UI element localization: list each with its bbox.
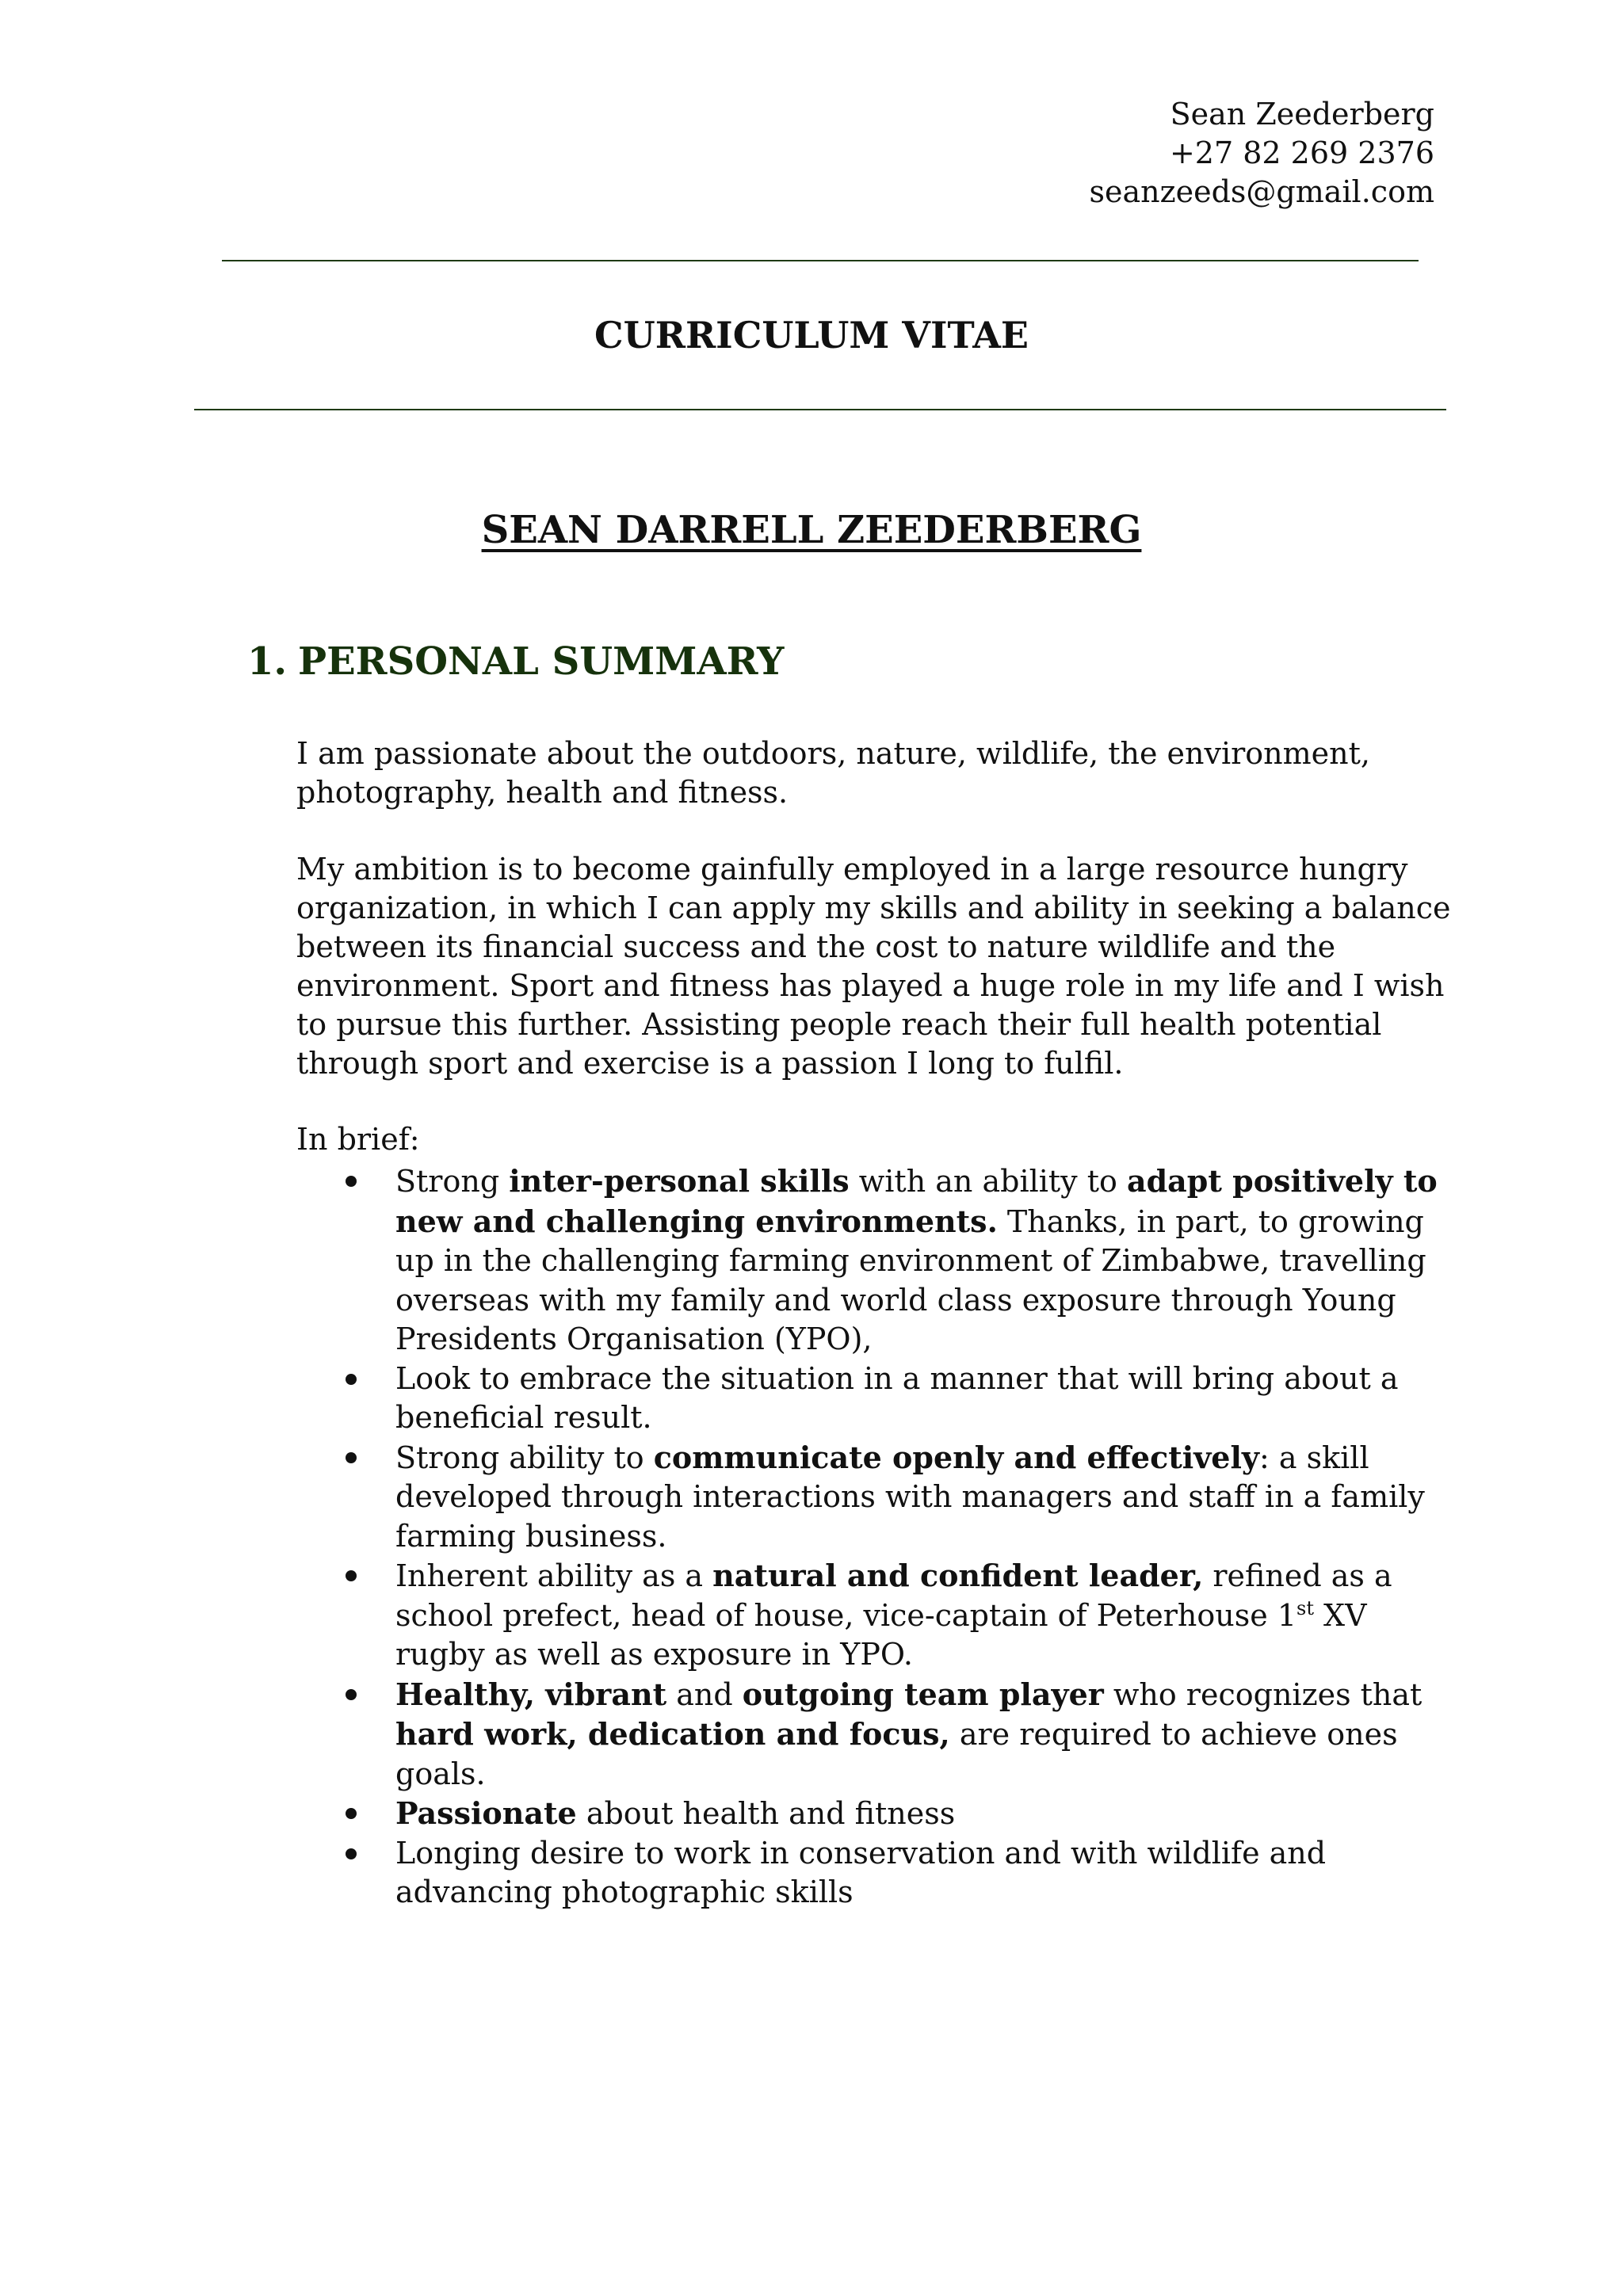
bullet-text: : a skill developed through interactions with managers and staff in a family farming business.: [395, 1440, 1425, 1554]
bullet-emphasis: hard work, dedication and focus,: [395, 1716, 950, 1752]
bullet-text: Look to embrace the situation in a manner that will bring about a beneficial result.: [395, 1360, 1399, 1435]
section-number: 1.: [247, 639, 288, 684]
list-item: [296, 1675, 1453, 1794]
list-item: [296, 1360, 1453, 1438]
bullet-text: who recognizes that: [1103, 1676, 1423, 1712]
bullet-text: refined as a school prefect, head of house, vice-captain of Peterhouse 1: [395, 1558, 1392, 1633]
summary-bullet-list: [296, 1161, 1453, 1913]
bullet-icon: [346, 1452, 357, 1463]
bullet-icon: [346, 1689, 357, 1700]
bullet-text: and: [666, 1676, 743, 1712]
bullet-icon: [346, 1808, 357, 1819]
contact-email: seanzeeds@gmail.com: [1089, 174, 1434, 209]
bullet-icon: [346, 1176, 357, 1187]
bullet-text: Inherent ability as a: [395, 1558, 713, 1593]
header-divider-top: [222, 260, 1419, 261]
bullet-text: Longing desire to work in conservation and with wildlife and advancing photographic skills: [395, 1835, 1327, 1909]
section-heading-personal-summary: [247, 639, 784, 685]
list-item: [296, 1794, 1453, 1834]
bullet-text: Strong: [395, 1164, 510, 1199]
bullet-emphasis: communicate openly and effectively: [653, 1439, 1259, 1475]
bullet-text: with an ability to: [849, 1164, 1127, 1199]
header-divider-bottom: [194, 409, 1446, 410]
bullet-emphasis: natural and confident leader,: [712, 1558, 1204, 1593]
list-item: [296, 1556, 1453, 1675]
bullet-icon: [346, 1374, 357, 1385]
summary-paragraph-2: My ambition is to become gainfully employed in a large resource hungry organization, in which I can apply my skills and ability in seeking a balance between its financial success and the cost to nature wildlife and the environment. Sport and fitness has played a huge role in my life and I wish to pursue this further. Assisting people reach their full health potential through sport and exercise is a passion I long to fulfil.: [296, 852, 1451, 1081]
bullet-emphasis: Healthy, vibrant: [395, 1676, 667, 1712]
bullet-text: Strong ability to: [395, 1440, 654, 1475]
list-item: [296, 1834, 1453, 1913]
ordinal-superscript: st: [1296, 1596, 1314, 1619]
document-title: CURRICULUM VITAE: [594, 314, 1029, 357]
bullet-text: about health and fitness: [576, 1796, 956, 1831]
candidate-name: SEAN DARRELL ZEEDERBERG: [481, 508, 1142, 552]
bullet-emphasis: inter-personal skills: [509, 1163, 850, 1199]
bullet-text: Thanks, in part, to growing up in the challenging farming environment of Zimbabwe, travelling overseas with my family and world class exposure through Young Presidents Organisation (YPO),: [395, 1203, 1426, 1356]
bullet-emphasis: outgoing team player: [742, 1676, 1104, 1712]
list-item: [296, 1438, 1453, 1557]
in-brief-label: In brief:: [296, 1122, 420, 1157]
contact-phone: +27 82 269 2376: [1169, 135, 1434, 170]
contact-block: [1089, 95, 1434, 212]
bullet-emphasis: adapt positively to new and challenging environments.: [395, 1163, 1438, 1239]
list-item: [296, 1161, 1453, 1360]
bullet-text: are required to achieve ones goals.: [395, 1717, 1398, 1791]
section-title: PERSONAL SUMMARY: [298, 639, 785, 684]
bullet-icon: [346, 1848, 357, 1859]
bullet-icon: [346, 1570, 357, 1581]
summary-paragraph-1: I am passionate about the outdoors, nature, wildlife, the environment, photography, health and fitness.: [296, 736, 1370, 810]
bullet-emphasis: Passionate: [395, 1795, 577, 1831]
contact-name: Sean Zeederberg: [1170, 97, 1434, 132]
bullet-text: XV rugby as well as exposure in YPO.: [395, 1597, 1367, 1672]
